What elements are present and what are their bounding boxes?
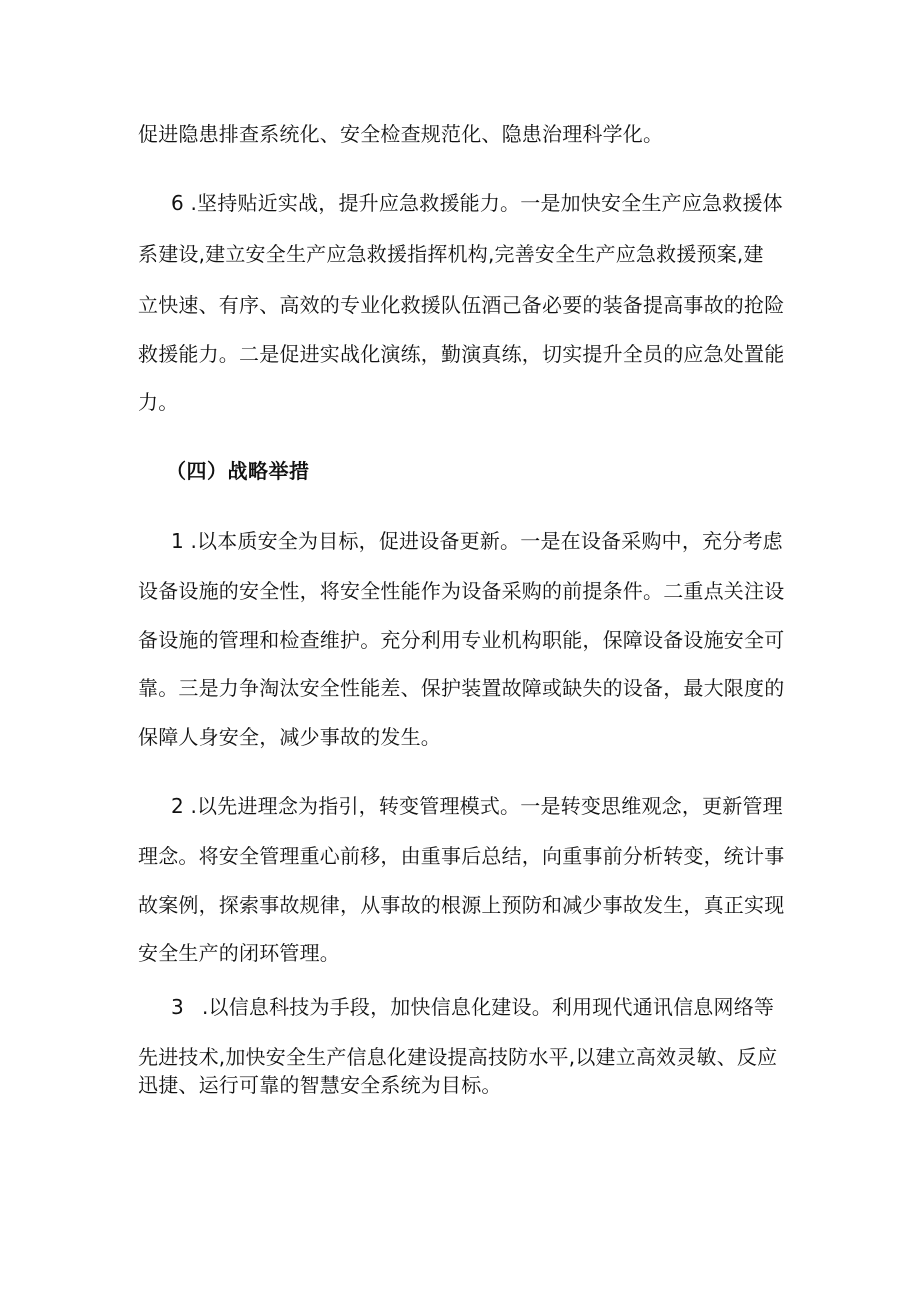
paragraph-line: 备设施的管理和检查维护。充分利用专业机构职能，保障设备设施安全可 (138, 628, 785, 652)
paragraph-line: 靠。三是力争淘汰安全性能差、保护装置故障或缺失的设备，最大限度的 (138, 676, 785, 700)
paragraph-line: 1 .以本质安全为目标，促进设备更新。一是在设备采购中，充分考虑 (171, 529, 783, 553)
paragraph-line: 保障人身安全，减少事故的发生。 (138, 725, 441, 749)
paragraph-line: 安全生产的闭环管理。 (138, 941, 340, 965)
paragraph-line: 6 .坚持贴近实战，提升应急救援能力。一是加快安全生产应急救援体 (171, 191, 783, 215)
section-heading: （四）战略举措 (166, 459, 310, 483)
paragraph-line: 系建设,建立安全生产应急救援指挥机构,完善安全生产应急救援预案,建 (138, 242, 764, 266)
paragraph-line: 理念。将安全管理重心前移，由重事后总结，向重事前分析转变，统计事 (138, 844, 785, 868)
paragraph-line: 力。 (138, 390, 179, 414)
paragraph-line: 设备设施的安全性，将安全性能作为设备采购的前提条件。二重点关注设 (138, 579, 785, 603)
paragraph-line: 迅捷、运行可靠的智慧安全系统为目标。 (138, 1073, 502, 1097)
paragraph-line: 救援能力。二是促进实战化演练，勤演真练，切实提升全员的应急处置能 (138, 342, 785, 366)
list-number: 3 (171, 995, 184, 1019)
paragraph-line (171, 994, 774, 1020)
paragraph-line: 2 .以先进理念为指引，转变管理模式。一是转变思维观念，更新管理 (171, 794, 783, 818)
paragraph-line: 立快速、有序、高效的专业化救援队伍酒己备必要的装备提高事故的抢险 (138, 293, 785, 317)
paragraph-line: 先进技术,加快安全生产信息化建设提高技防水平,以建立高效灵敏、反应 (138, 1045, 778, 1069)
paragraph-line: 促进隐患排查系统化、安全检查规范化、隐患治理科学化。 (138, 122, 664, 146)
paragraph-text: .以信息科技为手段，加快信息化建设。利用现代通讯信息网络等 (201, 995, 775, 1019)
paragraph-line: 故案例，探索事故规律，从事故的根源上预防和减少事故发生，真正实现 (138, 893, 785, 917)
